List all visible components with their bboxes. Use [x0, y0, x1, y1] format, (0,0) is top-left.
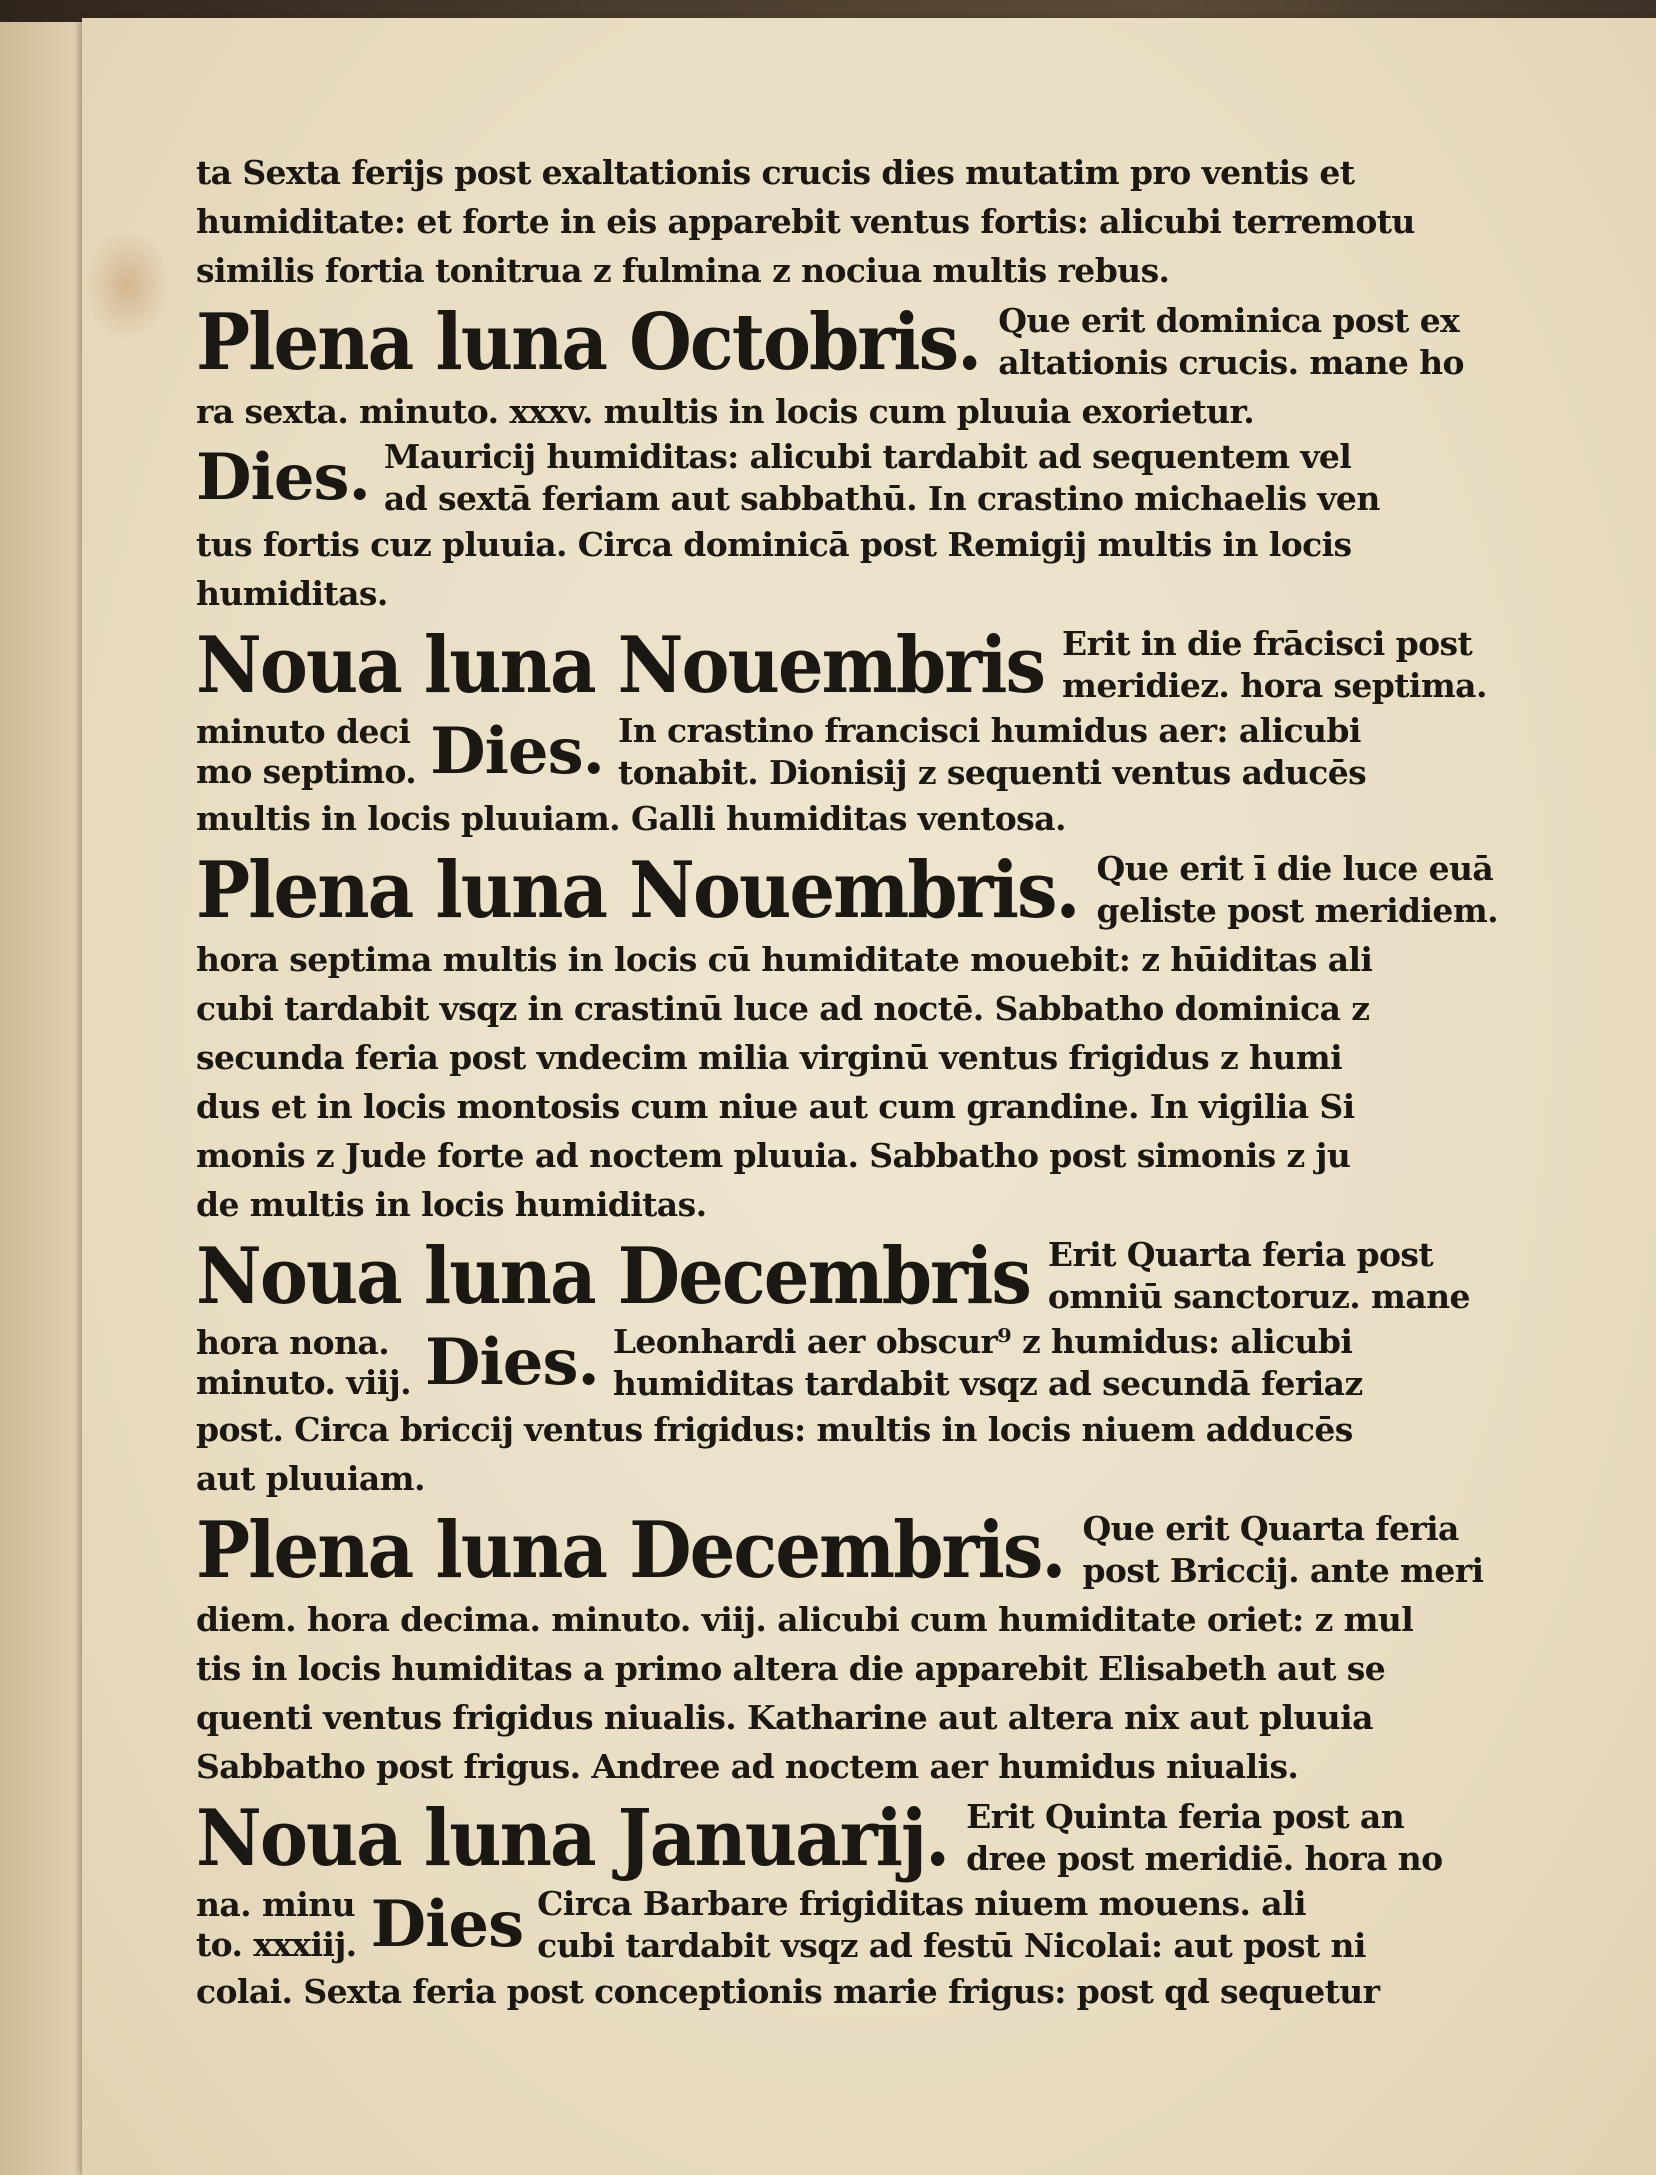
text-line: Mauricij humiditas: alicubi tardabit ad sequentem vel: [383, 437, 1352, 476]
text-line: post. Circa briccij ventus frigidus: multis in locis niuem adducēs: [196, 1410, 1353, 1449]
text-line: aut pluuiam.: [196, 1459, 425, 1498]
section-noua-luna-decembris: [196, 1229, 1470, 1503]
section-heading: Plena luna Nouembris.: [196, 843, 1079, 936]
dies-label: Dies.: [424, 1325, 599, 1400]
text-line: Circa Barbare frigiditas niuem mouens. ali: [537, 1884, 1306, 1923]
text-line: similis fortia tonitrua z fulmina z nociua multis rebus.: [196, 251, 1170, 290]
text-line: de multis in locis humiditas.: [196, 1185, 707, 1224]
text-line: hora septima multis in locis cū humiditate mouebit: z hūiditas ali: [196, 940, 1373, 979]
section-plena-luna-nouembris: [196, 843, 1499, 1229]
text-line: geliste post meridiem.: [1096, 891, 1499, 930]
printed-text-block: [196, 148, 1499, 2016]
text-line: to. xxxiij.: [196, 1925, 357, 1964]
text-line: hora nona.: [196, 1323, 390, 1362]
intro-paragraph: [196, 148, 1456, 295]
text-line: humiditate: et forte in eis apparebit ventus fortis: alicubi terremotu: [196, 202, 1415, 241]
section-plena-luna-octobris: [196, 295, 1464, 618]
section-heading: Noua luna Januarij.: [196, 1791, 949, 1884]
text-line: ra sexta. minuto. xxxv. multis in locis cum pluuia exorietur.: [196, 392, 1255, 431]
text-line: colai. Sexta feria post conceptionis marie frigus: post qd sequetur: [196, 1972, 1380, 2011]
text-line: multis in locis pluuiam. Galli humiditas ventosa.: [196, 799, 1066, 838]
text-line: Leonhardi aer obscur⁹ z humidus: alicubi: [612, 1322, 1353, 1361]
text-line: In crastino francisci humidus aer: alicubi: [617, 711, 1361, 750]
text-line: diem. hora decima. minuto. viij. alicubi cum humiditate oriet: z mul: [196, 1600, 1414, 1639]
text-line: post Briccij. ante meri: [1082, 1551, 1484, 1590]
text-line: tus fortis cuz pluuia. Circa dominicā post Remigij multis in locis: [196, 525, 1352, 564]
text-line: altationis crucis. mane ho: [998, 343, 1464, 382]
section-heading: Plena luna Octobris.: [196, 295, 981, 388]
text-line: tis in locis humiditas a primo altera die apparebit Elisabeth aut se: [196, 1649, 1386, 1688]
text-line: Erit Quarta feria post: [1047, 1235, 1434, 1274]
text-line: meridiez. hora septima.: [1062, 666, 1487, 705]
text-line: Que erit Quarta feria: [1082, 1509, 1459, 1548]
text-line: dus et in locis montosis cum niue aut cum grandine. In vigilia Si: [196, 1087, 1355, 1126]
text-line: minuto deci: [196, 712, 411, 751]
section-heading: Noua luna Decembris: [196, 1229, 1030, 1322]
text-line: quenti ventus frigidus niualis. Katharine aut altera nix aut pluuia: [196, 1698, 1373, 1737]
text-line: tonabit. Dionisij z sequenti ventus aducēs: [617, 753, 1367, 792]
section-heading: Noua luna Nouembris: [196, 618, 1045, 711]
text-line: humiditas tardabit vsqz ad secundā feriaz: [612, 1364, 1363, 1403]
text-line: Sabbatho post frigus. Andree ad noctem aer humidus niualis.: [196, 1747, 1299, 1786]
dies-label: Dies: [370, 1887, 524, 1962]
text-line: cubi tardabit vsqz ad festū Nicolai: aut post ni: [537, 1926, 1366, 1965]
text-line: mo septimo.: [196, 752, 417, 791]
text-line: dree post meridiē. hora no: [966, 1839, 1443, 1878]
text-line: na. minu: [196, 1885, 355, 1924]
text-line: ta Sexta ferijs post exaltationis crucis dies mutatim pro ventis et: [196, 153, 1355, 192]
text-line: Erit in die frācisci post: [1062, 624, 1473, 663]
text-line: omniū sanctoruz. mane: [1047, 1277, 1470, 1316]
text-line: Erit Quinta feria post an: [966, 1797, 1405, 1836]
text-line: humiditas.: [196, 574, 388, 613]
section-noua-luna-nouembris: [196, 618, 1487, 843]
dies-label: Dies.: [430, 714, 604, 789]
text-line: secunda feria post vndecim milia virginū ventus frigidus z humi: [196, 1038, 1343, 1077]
text-line: minuto. viij.: [196, 1363, 411, 1402]
text-line: monis z Jude forte ad noctem pluuia. Sabbatho post simonis z ju: [196, 1136, 1351, 1175]
paper-stain: [85, 230, 170, 340]
text-line: cubi tardabit vsqz in crastinū luce ad noctē. Sabbatho dominica z: [196, 989, 1370, 1028]
section-noua-luna-januarij: [196, 1791, 1456, 2016]
section-heading: Plena luna Decembris.: [196, 1503, 1065, 1596]
text-line: Que erit dominica post ex: [998, 301, 1460, 340]
dies-label: Dies.: [196, 440, 370, 515]
text-line: Que erit ī die luce euā: [1096, 849, 1494, 888]
text-line: ad sextā feriam aut sabbathū. In crastino michaelis ven: [383, 479, 1380, 518]
section-plena-luna-decembris: [196, 1503, 1484, 1791]
